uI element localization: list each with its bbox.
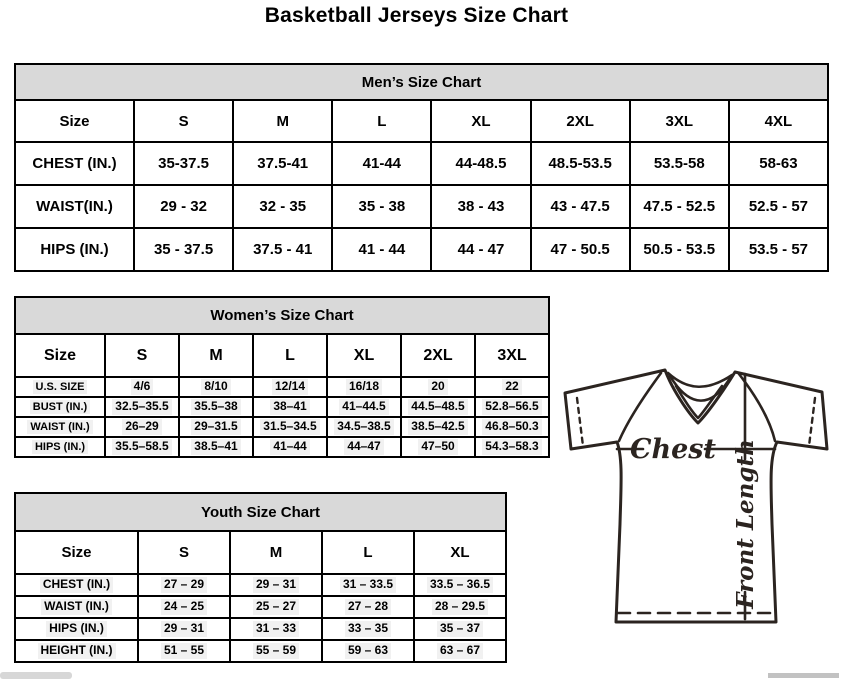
cell-text: 33.5 – 36.5 bbox=[427, 577, 493, 592]
table-row bbox=[15, 574, 506, 596]
column-header-row bbox=[15, 100, 828, 142]
cell-text: 41–44 bbox=[270, 439, 309, 454]
value-cell: 29 - 32 bbox=[134, 185, 233, 228]
column-header: S bbox=[134, 100, 233, 142]
column-header: Size bbox=[15, 531, 138, 574]
value-cell bbox=[401, 437, 475, 457]
column-header: L bbox=[322, 531, 414, 574]
column-header: Size bbox=[15, 100, 134, 142]
cell-text: 29–31.5 bbox=[191, 419, 240, 434]
value-cell: 38 - 43 bbox=[431, 185, 530, 228]
front-length-label: Front Length bbox=[732, 439, 759, 609]
cell-text: 52.8–56.5 bbox=[482, 399, 541, 414]
value-cell bbox=[138, 618, 230, 640]
value-cell: 58-63 bbox=[729, 142, 828, 185]
cell-text: 38–41 bbox=[270, 399, 309, 414]
cell-text: 16/18 bbox=[346, 379, 382, 394]
value-cell bbox=[230, 574, 322, 596]
value-cell: 52.5 - 57 bbox=[729, 185, 828, 228]
value-cell bbox=[414, 640, 506, 662]
cell-text: 41–44.5 bbox=[339, 399, 388, 414]
table-row bbox=[15, 618, 506, 640]
value-cell bbox=[322, 640, 414, 662]
column-header: 4XL bbox=[729, 100, 828, 142]
value-cell: 41 - 44 bbox=[332, 228, 431, 271]
cell-text: 44–47 bbox=[344, 439, 383, 454]
cell-text: HIPS (IN.) bbox=[46, 621, 107, 636]
jersey-measurement-diagram bbox=[556, 362, 840, 628]
cell-text: 31 – 33 bbox=[253, 621, 299, 636]
value-cell bbox=[230, 596, 322, 618]
row-label bbox=[15, 377, 105, 397]
cell-text: WAIST (IN.) bbox=[27, 420, 92, 434]
column-header: 2XL bbox=[531, 100, 630, 142]
mens-size-chart-table bbox=[14, 63, 829, 272]
value-cell bbox=[179, 377, 253, 397]
cell-text: WAIST (IN.) bbox=[41, 599, 112, 614]
cell-text: 32.5–35.5 bbox=[112, 399, 171, 414]
row-label: WAIST(IN.) bbox=[15, 185, 134, 228]
chest-label: Chest bbox=[630, 434, 716, 465]
page-title: Basketball Jerseys Size Chart bbox=[264, 4, 569, 27]
cell-text: U.S. SIZE bbox=[33, 380, 88, 394]
womens-size-chart-table bbox=[14, 296, 550, 458]
cell-text: BUST (IN.) bbox=[30, 400, 90, 414]
cell-text: 25 – 27 bbox=[253, 599, 299, 614]
cell-text: 38.5–41 bbox=[191, 439, 240, 454]
cell-text: 8/10 bbox=[201, 379, 230, 394]
value-cell: 53.5-58 bbox=[630, 142, 729, 185]
cell-text: 35.5–38 bbox=[191, 399, 240, 414]
value-cell: 37.5 - 41 bbox=[233, 228, 332, 271]
value-cell: 41-44 bbox=[332, 142, 431, 185]
value-cell bbox=[475, 437, 549, 457]
youth_chart-title: Youth Size Chart bbox=[15, 493, 506, 531]
value-cell bbox=[179, 417, 253, 437]
value-cell bbox=[105, 437, 179, 457]
value-cell: 44-48.5 bbox=[431, 142, 530, 185]
table-row bbox=[15, 377, 549, 397]
value-cell bbox=[322, 618, 414, 640]
row-label bbox=[15, 437, 105, 457]
cell-text: HIPS (IN.) bbox=[32, 440, 88, 454]
column-header: L bbox=[332, 100, 431, 142]
value-cell bbox=[253, 417, 327, 437]
value-cell bbox=[475, 397, 549, 417]
cell-text: 35 – 37 bbox=[437, 621, 483, 636]
column-header-row bbox=[15, 531, 506, 574]
table-row bbox=[15, 142, 828, 185]
value-cell bbox=[327, 437, 401, 457]
value-cell bbox=[475, 377, 549, 397]
value-cell: 43 - 47.5 bbox=[531, 185, 630, 228]
row-label bbox=[15, 574, 138, 596]
cell-text: 34.5–38.5 bbox=[334, 419, 393, 434]
value-cell bbox=[105, 397, 179, 417]
value-cell: 32 - 35 bbox=[233, 185, 332, 228]
chart-title-row bbox=[15, 297, 549, 334]
value-cell: 35-37.5 bbox=[134, 142, 233, 185]
cell-text: 4/6 bbox=[131, 379, 154, 394]
value-cell bbox=[253, 397, 327, 417]
cell-text: 29 – 31 bbox=[161, 621, 207, 636]
value-cell bbox=[105, 377, 179, 397]
cell-text: 54.3–58.3 bbox=[482, 439, 541, 454]
value-cell: 48.5-53.5 bbox=[531, 142, 630, 185]
value-cell bbox=[414, 574, 506, 596]
chart-title-row bbox=[15, 493, 506, 531]
row-label: CHEST (IN.) bbox=[15, 142, 134, 185]
cell-text: 20 bbox=[428, 379, 447, 394]
column-header: M bbox=[233, 100, 332, 142]
value-cell: 37.5-41 bbox=[233, 142, 332, 185]
table-row bbox=[15, 397, 549, 417]
table-row bbox=[15, 437, 549, 457]
table-row bbox=[15, 228, 828, 271]
value-cell: 35 - 38 bbox=[332, 185, 431, 228]
column-header: XL bbox=[414, 531, 506, 574]
collar-band-outer bbox=[668, 373, 732, 387]
table-row bbox=[15, 596, 506, 618]
column-header: Size bbox=[15, 334, 105, 377]
value-cell bbox=[253, 437, 327, 457]
cell-text: 27 – 29 bbox=[161, 577, 207, 592]
row-label bbox=[15, 417, 105, 437]
scrollbar-fragment-left[interactable] bbox=[0, 672, 72, 679]
value-cell: 35 - 37.5 bbox=[134, 228, 233, 271]
value-cell bbox=[401, 417, 475, 437]
cell-text: 51 – 55 bbox=[161, 643, 207, 658]
value-cell bbox=[322, 596, 414, 618]
scrollbar-fragment-right[interactable] bbox=[768, 673, 839, 678]
womens_chart-title: Women’s Size Chart bbox=[15, 297, 549, 334]
table-row bbox=[15, 640, 506, 662]
cell-text: 46.8–50.3 bbox=[482, 419, 541, 434]
value-cell bbox=[414, 618, 506, 640]
value-cell bbox=[230, 640, 322, 662]
value-cell: 47 - 50.5 bbox=[531, 228, 630, 271]
value-cell: 44 - 47 bbox=[431, 228, 530, 271]
cell-text: 31.5–34.5 bbox=[260, 419, 319, 434]
value-cell: 47.5 - 52.5 bbox=[630, 185, 729, 228]
row-label bbox=[15, 618, 138, 640]
cell-text: 44.5–48.5 bbox=[408, 399, 467, 414]
value-cell bbox=[401, 377, 475, 397]
value-cell bbox=[414, 596, 506, 618]
value-cell bbox=[105, 417, 179, 437]
cell-text: 47–50 bbox=[418, 439, 457, 454]
value-cell bbox=[230, 618, 322, 640]
column-header: 2XL bbox=[401, 334, 475, 377]
cell-text: 59 – 63 bbox=[345, 643, 391, 658]
cell-text: 31 – 33.5 bbox=[340, 577, 396, 592]
value-cell bbox=[179, 437, 253, 457]
cell-text: 24 – 25 bbox=[161, 599, 207, 614]
value-cell bbox=[327, 397, 401, 417]
column-header: XL bbox=[431, 100, 530, 142]
value-cell bbox=[138, 596, 230, 618]
column-header: M bbox=[179, 334, 253, 377]
column-header: S bbox=[105, 334, 179, 377]
row-label bbox=[15, 397, 105, 417]
cell-text: 12/14 bbox=[272, 379, 308, 394]
value-cell bbox=[253, 377, 327, 397]
table-row bbox=[15, 185, 828, 228]
cell-text: 33 – 35 bbox=[345, 621, 391, 636]
value-cell bbox=[401, 397, 475, 417]
column-header-row bbox=[15, 334, 549, 377]
value-cell bbox=[138, 574, 230, 596]
column-header: L bbox=[253, 334, 327, 377]
cell-text: 27 – 28 bbox=[345, 599, 391, 614]
cell-text: 29 – 31 bbox=[253, 577, 299, 592]
mens_chart-title: Men’s Size Chart bbox=[15, 64, 828, 100]
cell-text: 63 – 67 bbox=[437, 643, 483, 658]
value-cell bbox=[327, 377, 401, 397]
table-row bbox=[15, 417, 549, 437]
cell-text: 28 – 29.5 bbox=[432, 599, 488, 614]
cell-text: CHEST (IN.) bbox=[40, 577, 113, 592]
cell-text: HEIGHT (IN.) bbox=[38, 643, 116, 658]
row-label bbox=[15, 596, 138, 618]
value-cell: 50.5 - 53.5 bbox=[630, 228, 729, 271]
value-cell bbox=[138, 640, 230, 662]
column-header: M bbox=[230, 531, 322, 574]
cell-text: 38.5–42.5 bbox=[408, 419, 467, 434]
value-cell: 53.5 - 57 bbox=[729, 228, 828, 271]
row-label: HIPS (IN.) bbox=[15, 228, 134, 271]
value-cell bbox=[179, 397, 253, 417]
value-cell bbox=[475, 417, 549, 437]
cell-text: 35.5–58.5 bbox=[112, 439, 171, 454]
column-header: 3XL bbox=[630, 100, 729, 142]
value-cell bbox=[327, 417, 401, 437]
value-cell bbox=[322, 574, 414, 596]
column-header: 3XL bbox=[475, 334, 549, 377]
column-header: S bbox=[138, 531, 230, 574]
cell-text: 22 bbox=[502, 379, 521, 394]
cell-text: 26–29 bbox=[122, 419, 161, 434]
youth-size-chart-table bbox=[14, 492, 507, 663]
jersey-outline-shape bbox=[565, 370, 827, 622]
chart-title-row bbox=[15, 64, 828, 100]
cell-text: 55 – 59 bbox=[253, 643, 299, 658]
column-header: XL bbox=[327, 334, 401, 377]
row-label bbox=[15, 640, 138, 662]
